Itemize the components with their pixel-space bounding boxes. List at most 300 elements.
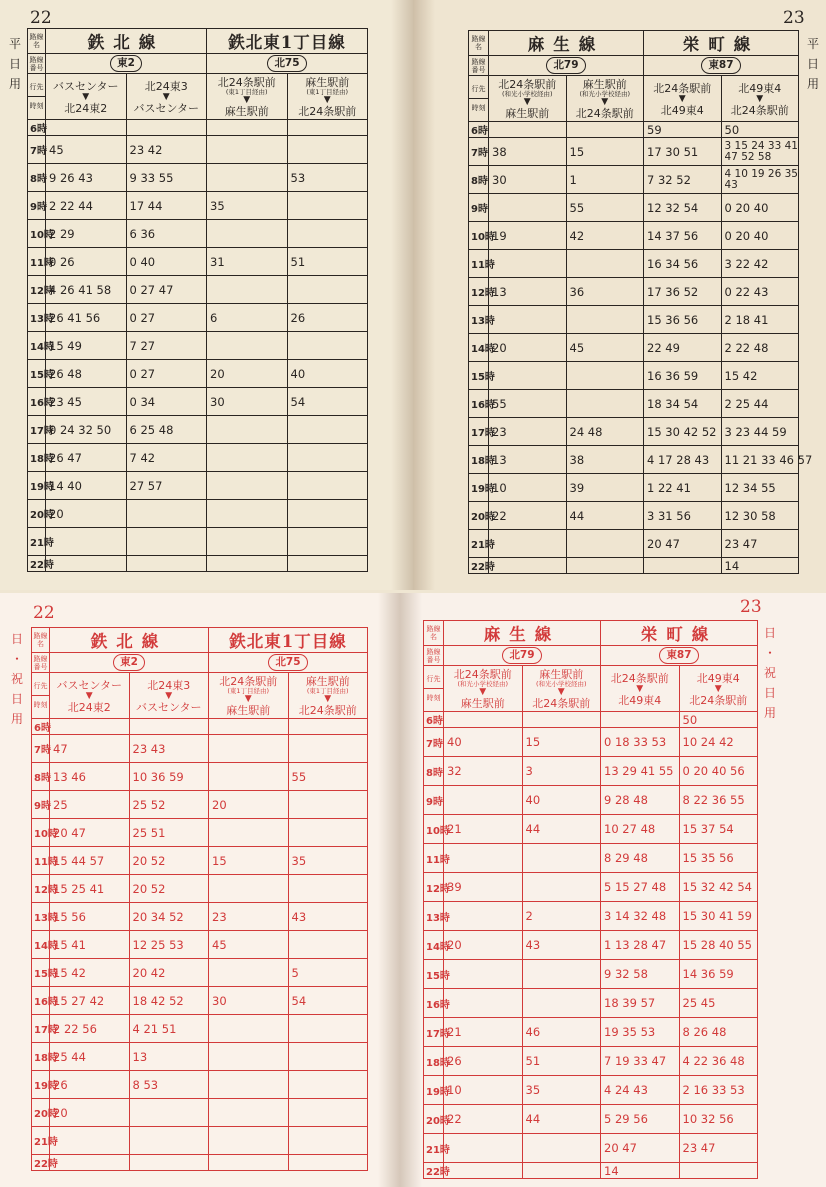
hour-row <box>424 873 758 902</box>
departure-minutes <box>287 556 368 572</box>
departure-minutes <box>126 500 207 528</box>
destination-stop: 北49東4 <box>618 693 662 707</box>
departure-minutes: 18 42 52 <box>129 987 209 1015</box>
departure-minutes: 30 <box>207 388 288 416</box>
destination-stop: 北24条駅前 <box>575 107 634 120</box>
departure-minutes <box>209 719 289 735</box>
direction-header <box>444 666 523 712</box>
book-spine-shadow <box>378 593 400 1187</box>
hour-row <box>32 847 368 875</box>
route-name: 栄町線 <box>601 621 758 646</box>
departure-minutes: 25 52 <box>129 791 209 819</box>
departure-minutes: 15 49 <box>46 332 127 360</box>
departure-minutes: 15 <box>209 847 289 875</box>
departure-minutes <box>287 500 368 528</box>
arrow-down-icon: ▼ <box>243 95 251 105</box>
departure-minutes: 12 30 58 <box>721 502 799 530</box>
hour-label: 22時 <box>469 558 489 574</box>
departure-minutes: 12 32 54 <box>644 194 722 222</box>
arrow-down-icon: ▼ <box>756 93 764 104</box>
hour-label: 22時 <box>28 556 46 572</box>
hour-row <box>469 390 799 418</box>
departure-minutes: 13 29 41 55 <box>601 757 680 786</box>
departure-minutes: 2 25 44 <box>721 390 799 418</box>
hour-label: 7時 <box>424 728 444 757</box>
departure-minutes: 18 34 54 <box>644 390 722 418</box>
departure-minutes <box>489 530 567 558</box>
departure-minutes <box>287 120 368 136</box>
departure-minutes: 1 22 41 <box>644 474 722 502</box>
departure-minutes: 13 <box>129 1043 209 1071</box>
hour-label: 11時 <box>32 847 50 875</box>
departure-minutes: 35 <box>522 1076 601 1105</box>
departure-minutes <box>566 530 644 558</box>
hour-row <box>469 530 799 558</box>
hour-row <box>424 815 758 844</box>
departure-minutes: 14 37 56 <box>644 222 722 250</box>
destination-stop: 麻生駅前 <box>505 107 550 120</box>
service-day-label <box>10 629 24 729</box>
departure-minutes <box>489 250 567 278</box>
service-day-label <box>806 34 820 94</box>
destination-stop: 北24条駅前 <box>730 103 789 117</box>
via-note: (東1丁目経由) <box>306 88 349 96</box>
hour-label: 11時 <box>424 844 444 873</box>
service-day-char: 日 <box>763 686 776 700</box>
dest-time-label <box>469 76 489 122</box>
departure-minutes: 21 <box>444 1018 523 1047</box>
departure-minutes <box>209 1071 289 1099</box>
departure-minutes: 13 46 <box>50 763 130 791</box>
departure-minutes <box>209 819 289 847</box>
time-label: 時刻 <box>426 694 441 702</box>
hour-row <box>424 1105 758 1134</box>
route-code-badge: 北79 <box>546 57 585 74</box>
departure-minutes: 20 42 <box>129 959 209 987</box>
hour-label: 6時 <box>424 712 444 728</box>
hour-row <box>28 416 368 444</box>
destination-stop: バスセンター <box>133 101 200 115</box>
departure-minutes <box>444 786 523 815</box>
departure-minutes <box>209 959 289 987</box>
via-note: (和光小学校経由) <box>535 680 587 688</box>
hour-row <box>469 122 799 138</box>
hour-row <box>32 1015 368 1043</box>
hour-row <box>469 502 799 530</box>
hour-row <box>28 248 368 276</box>
departure-minutes <box>129 1099 209 1127</box>
departure-minutes <box>287 444 368 472</box>
origin-stop: 北49東4 <box>738 81 782 95</box>
direction-header <box>207 74 288 120</box>
departure-minutes: 23 42 <box>126 136 207 164</box>
hour-label: 16時 <box>469 390 489 418</box>
hour-label: 19時 <box>32 1071 50 1099</box>
departure-minutes <box>522 1134 601 1163</box>
hour-label: 8時 <box>28 164 46 192</box>
departure-minutes: 23 <box>489 418 567 446</box>
departure-minutes: 40 <box>444 728 523 757</box>
departure-minutes: 1 <box>566 166 644 194</box>
hour-label: 13時 <box>32 903 50 931</box>
direction-header <box>679 666 758 712</box>
departure-minutes: 16 34 56 <box>644 250 722 278</box>
hour-row <box>424 1018 758 1047</box>
departure-minutes <box>209 735 289 763</box>
hour-row <box>469 166 799 194</box>
origin-stop: 北24条駅前 <box>653 81 712 95</box>
departure-minutes <box>207 500 288 528</box>
departure-minutes <box>489 362 567 390</box>
departure-minutes: 20 47 <box>50 819 130 847</box>
hour-row <box>424 728 758 757</box>
departure-minutes <box>209 1127 289 1155</box>
departure-minutes: 17 30 51 <box>644 138 722 166</box>
departure-minutes: 15 42 <box>50 959 130 987</box>
timetable <box>423 620 758 1179</box>
hour-label: 6時 <box>28 120 46 136</box>
hour-row <box>32 1099 368 1127</box>
hour-label: 21時 <box>424 1134 444 1163</box>
hour-row <box>28 304 368 332</box>
departure-minutes <box>126 120 207 136</box>
route-code-row <box>424 646 758 666</box>
departure-minutes: 20 <box>209 791 289 819</box>
hour-row <box>424 989 758 1018</box>
arrow-down-icon: ▼ <box>523 97 531 107</box>
departure-minutes: 15 42 <box>721 362 799 390</box>
arrow-down-icon: ▼ <box>714 683 722 694</box>
departure-minutes: 9 33 55 <box>126 164 207 192</box>
hour-row <box>424 1047 758 1076</box>
departure-minutes: 55 <box>566 194 644 222</box>
service-day-char: 日 <box>763 626 776 640</box>
departure-minutes <box>207 120 288 136</box>
route-name: 鉄北線 <box>46 29 207 54</box>
departure-minutes: 24 48 <box>566 418 644 446</box>
hour-row <box>32 1043 368 1071</box>
hour-label: 8時 <box>32 763 50 791</box>
destination-stop: 北24東2 <box>67 700 111 714</box>
service-day-char: 日 <box>10 692 23 706</box>
departure-minutes: 4 26 41 58 <box>46 276 127 304</box>
departure-minutes: 14 <box>601 1163 680 1179</box>
departure-minutes <box>444 1163 523 1179</box>
departure-minutes <box>566 362 644 390</box>
hour-row <box>28 528 368 556</box>
departure-minutes <box>288 1127 368 1155</box>
arrow-down-icon: ▼ <box>636 683 644 694</box>
departure-minutes: 23 <box>209 903 289 931</box>
hour-row <box>424 712 758 728</box>
departure-minutes: 45 <box>566 334 644 362</box>
departure-minutes: 8 26 48 <box>679 1018 758 1047</box>
route-name: 麻生線 <box>489 31 644 56</box>
origin-stop: 北24条駅前 <box>219 675 278 688</box>
hour-row <box>32 959 368 987</box>
route-code-cell <box>50 653 209 673</box>
departure-minutes <box>209 875 289 903</box>
departure-minutes: 12 34 55 <box>721 474 799 502</box>
hour-label: 21時 <box>469 530 489 558</box>
timetable <box>31 627 368 1171</box>
departure-minutes: 43 <box>522 931 601 960</box>
destination-row <box>32 673 368 719</box>
departure-minutes: 2 <box>522 902 601 931</box>
departure-minutes: 15 30 42 52 <box>644 418 722 446</box>
departure-minutes: 15 36 56 <box>644 306 722 334</box>
hour-label: 15時 <box>424 960 444 989</box>
hour-row <box>28 164 368 192</box>
hour-row <box>28 332 368 360</box>
direction-header <box>46 74 127 120</box>
departure-minutes: 10 <box>489 474 567 502</box>
page-number: 23 <box>783 8 805 28</box>
hour-label: 17時 <box>469 418 489 446</box>
departure-minutes <box>207 164 288 192</box>
hour-row <box>469 194 799 222</box>
departure-minutes <box>287 276 368 304</box>
hour-row <box>424 757 758 786</box>
route-name-row <box>469 31 799 56</box>
arrow-down-icon: ▼ <box>557 687 565 697</box>
departure-minutes <box>207 444 288 472</box>
departure-minutes: 0 20 40 <box>721 194 799 222</box>
hour-label: 18時 <box>469 446 489 474</box>
departure-minutes: 3 14 32 48 <box>601 902 680 931</box>
arrow-down-icon: ▼ <box>244 694 252 704</box>
departure-minutes <box>288 1155 368 1171</box>
hour-label: 18時 <box>424 1047 444 1076</box>
arrow-down-icon: ▼ <box>85 690 93 701</box>
departure-minutes <box>207 220 288 248</box>
departure-minutes: 7 27 <box>126 332 207 360</box>
departure-minutes: 6 <box>207 304 288 332</box>
departure-minutes <box>46 120 127 136</box>
departure-minutes <box>288 875 368 903</box>
hour-row <box>28 472 368 500</box>
page-number: 23 <box>740 597 762 617</box>
hour-row <box>28 444 368 472</box>
hour-label: 17時 <box>28 416 46 444</box>
origin-stop: 北24東3 <box>147 678 191 692</box>
origin-stop: 北24条駅前 <box>217 76 276 89</box>
departure-minutes: 44 <box>522 1105 601 1134</box>
departure-minutes <box>209 1015 289 1043</box>
departure-minutes: 0 27 <box>126 360 207 388</box>
weekday-page-23 <box>413 0 826 590</box>
route-name: 栄町線 <box>644 31 799 56</box>
hour-label: 15時 <box>32 959 50 987</box>
departure-minutes <box>207 528 288 556</box>
arrow-down-icon: ▼ <box>323 95 331 105</box>
departure-minutes: 2 22 48 <box>721 334 799 362</box>
direction-header <box>209 673 289 719</box>
departure-minutes: 30 <box>209 987 289 1015</box>
direction-header <box>721 76 799 122</box>
hour-label: 12時 <box>424 873 444 902</box>
departure-minutes: 12 25 53 <box>129 931 209 959</box>
arrow-down-icon: ▼ <box>601 97 609 107</box>
departure-minutes <box>126 528 207 556</box>
hour-row <box>469 138 799 166</box>
departure-minutes: 15 25 41 <box>50 875 130 903</box>
hour-row <box>28 136 368 164</box>
departure-minutes: 47 <box>50 735 130 763</box>
departure-minutes <box>444 712 523 728</box>
direction-header <box>50 673 130 719</box>
hour-label: 7時 <box>469 138 489 166</box>
departure-minutes: 55 <box>489 390 567 418</box>
departure-minutes <box>288 791 368 819</box>
departure-minutes: 43 <box>288 903 368 931</box>
hour-row <box>424 1134 758 1163</box>
direction-header <box>566 76 644 122</box>
route-name-row <box>28 29 368 54</box>
route-name-row <box>32 628 368 653</box>
departure-minutes: 13 <box>489 278 567 306</box>
departure-minutes <box>644 558 722 574</box>
departure-minutes: 3 23 44 59 <box>721 418 799 446</box>
hour-row <box>32 763 368 791</box>
departure-minutes: 7 32 52 <box>644 166 722 194</box>
route-code-badge: 東2 <box>110 55 142 72</box>
departure-minutes: 30 <box>489 166 567 194</box>
departure-minutes: 25 44 <box>50 1043 130 1071</box>
departure-minutes: 23 43 <box>129 735 209 763</box>
route-name-label: 路線名 <box>424 621 444 646</box>
route-code-badge: 北75 <box>267 55 306 72</box>
departure-minutes: 10 36 59 <box>129 763 209 791</box>
hour-row <box>28 388 368 416</box>
hour-label: 17時 <box>32 1015 50 1043</box>
departure-minutes <box>288 1071 368 1099</box>
hour-label: 14時 <box>28 332 46 360</box>
departure-minutes: 21 <box>444 815 523 844</box>
departure-minutes: 5 <box>288 959 368 987</box>
hour-label: 21時 <box>28 528 46 556</box>
hour-row <box>32 1071 368 1099</box>
route-code-row <box>32 653 368 673</box>
hour-row <box>32 1127 368 1155</box>
route-name: 鉄北東1丁目線 <box>207 29 368 54</box>
departure-minutes: 26 48 <box>46 360 127 388</box>
hour-row <box>469 278 799 306</box>
holiday-page-22 <box>0 593 400 1187</box>
departure-minutes: 36 <box>566 278 644 306</box>
departure-minutes: 15 41 <box>50 931 130 959</box>
hour-row <box>424 1163 758 1179</box>
departure-minutes: 4 24 43 <box>601 1076 680 1105</box>
departure-minutes <box>522 1163 601 1179</box>
arrow-down-icon: ▼ <box>162 91 170 102</box>
departure-minutes <box>129 1155 209 1171</box>
departure-minutes: 54 <box>288 987 368 1015</box>
hour-row <box>424 931 758 960</box>
departure-minutes <box>209 763 289 791</box>
timetable <box>468 30 813 574</box>
departure-minutes: 14 40 <box>46 472 127 500</box>
origin-stop: 北24条駅前 <box>453 668 512 681</box>
departure-minutes: 0 22 43 <box>721 278 799 306</box>
hour-label: 8時 <box>424 757 444 786</box>
via-note: (東1丁目経由) <box>227 687 270 695</box>
departure-minutes: 22 49 <box>644 334 722 362</box>
departure-minutes: 1 13 28 47 <box>601 931 680 960</box>
departure-minutes: 8 53 <box>129 1071 209 1099</box>
departure-minutes <box>207 472 288 500</box>
departure-minutes: 8 29 48 <box>601 844 680 873</box>
departure-minutes <box>444 989 523 1018</box>
departure-minutes: 0 24 32 50 <box>46 416 127 444</box>
departure-minutes: 19 35 53 <box>601 1018 680 1047</box>
departure-minutes: 53 <box>287 164 368 192</box>
departure-minutes <box>287 192 368 220</box>
departure-minutes: 0 26 <box>46 248 127 276</box>
hour-row <box>424 1076 758 1105</box>
departure-minutes <box>522 712 601 728</box>
via-note: (和光小学校経由) <box>457 680 509 688</box>
departure-minutes: 0 27 47 <box>126 276 207 304</box>
hour-label: 17時 <box>424 1018 444 1047</box>
hour-row <box>469 362 799 390</box>
hour-label: 9時 <box>28 192 46 220</box>
departure-minutes <box>522 960 601 989</box>
hour-label: 9時 <box>424 786 444 815</box>
departure-minutes <box>207 416 288 444</box>
departure-minutes <box>46 556 127 572</box>
destination-stop: 北24条駅前 <box>298 105 357 118</box>
departure-minutes: 20 <box>50 1099 130 1127</box>
service-day-char: 平 <box>806 37 819 51</box>
via-note: (和光小学校経由) <box>579 90 631 98</box>
label-divider <box>424 688 443 689</box>
departure-minutes <box>209 1099 289 1127</box>
departure-minutes: 45 <box>209 931 289 959</box>
weekday-page-22 <box>0 0 413 590</box>
departure-minutes: 51 <box>522 1047 601 1076</box>
departure-minutes <box>46 528 127 556</box>
hour-label: 18時 <box>28 444 46 472</box>
destination-stop: 北24東2 <box>64 101 108 115</box>
departure-minutes: 50 <box>679 712 758 728</box>
hour-label: 19時 <box>424 1076 444 1105</box>
dest-time-label <box>28 74 46 120</box>
departure-minutes <box>288 1099 368 1127</box>
time-label: 時刻 <box>33 701 48 709</box>
direction-header <box>644 76 722 122</box>
hour-label: 7時 <box>32 735 50 763</box>
hour-label: 10時 <box>32 819 50 847</box>
departure-minutes <box>288 1015 368 1043</box>
timetable <box>27 28 368 572</box>
departure-minutes <box>679 1163 758 1179</box>
departure-minutes: 35 <box>207 192 288 220</box>
departure-minutes: 15 <box>566 138 644 166</box>
hour-label: 13時 <box>424 902 444 931</box>
direction-header <box>126 74 207 120</box>
departure-minutes: 26 <box>444 1047 523 1076</box>
direction-header <box>601 666 680 712</box>
departure-minutes: 0 34 <box>126 388 207 416</box>
hour-row <box>469 306 799 334</box>
hour-label: 7時 <box>28 136 46 164</box>
direction-header <box>129 673 209 719</box>
hour-label: 22時 <box>424 1163 444 1179</box>
departure-minutes <box>50 1127 130 1155</box>
departure-minutes <box>50 719 130 735</box>
departure-minutes: 20 <box>46 500 127 528</box>
